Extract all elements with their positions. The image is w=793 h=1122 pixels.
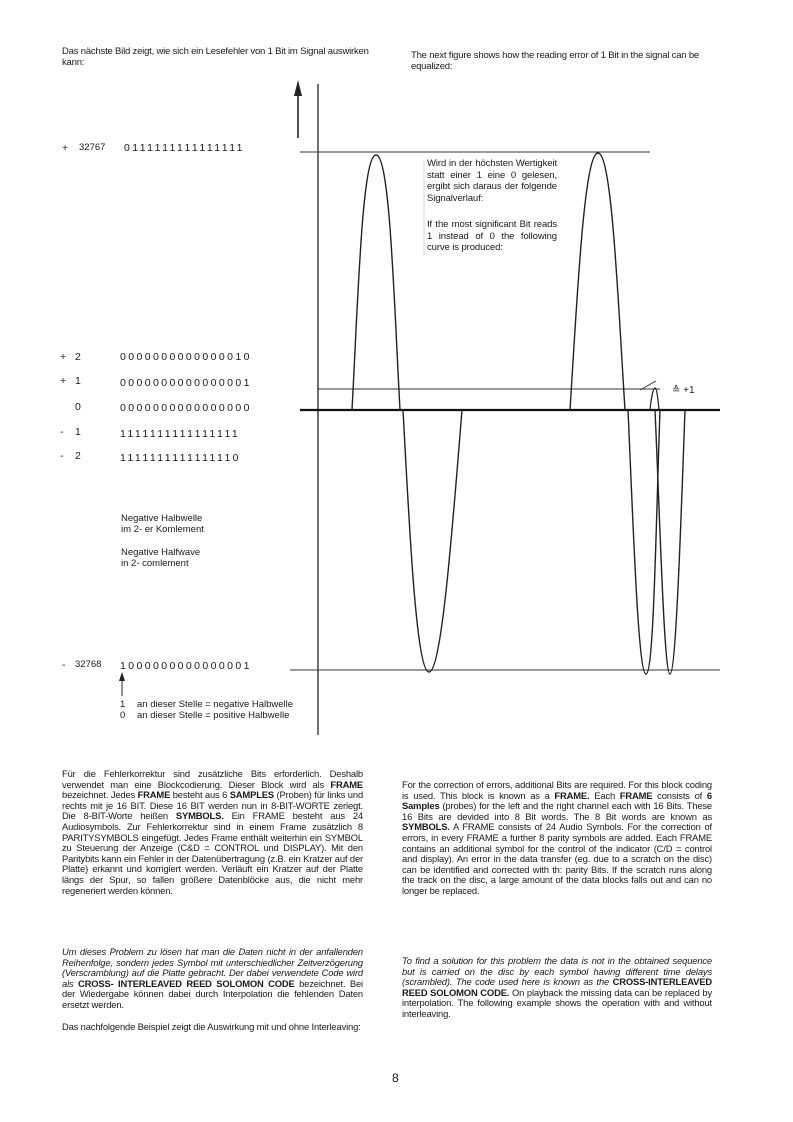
level-value: 32768 bbox=[75, 659, 102, 670]
plus-one-label: ≙ +1 bbox=[672, 385, 695, 396]
legend-text-1: an dieser Stelle = negative Halbwelle bbox=[137, 699, 294, 710]
level-bits: 1000000000000001 bbox=[120, 660, 252, 672]
level-value: 32767 bbox=[79, 142, 106, 153]
german-paragraph-3: Das nachfolgende Beispiel zeigt die Auswirkung mit und ohne Interleaving: bbox=[62, 1021, 361, 1032]
intro-english: The next figure shows how the reading error of 1 Bit in the signal can be equalized: bbox=[411, 50, 699, 72]
negative-halfwave-2 bbox=[628, 410, 660, 674]
negative-halfwave-3 bbox=[655, 410, 685, 674]
msb-arrow-head bbox=[119, 672, 125, 681]
legend-digit-0: 0 bbox=[120, 710, 126, 721]
english-paragraph-1: For the correction of errors, additional Bits are required. For this block coding is used. This block is known as a FRAME. Each FRAME consists of 6 Samples (probes) for the left and the right channel each with 16 Bits. These 16 Bits are devided into 8 Bit words. The 8 Bit words are known as SYMBOLS. A FRAME consists of 24 Audio Symbols. For the correction of errors, in every FRAME a further 8 parity symbols are added. Each FRAME contains an additional symbol for the control of the indicator (C/D = control and display). An error in the data transfer (eg. due to a scratch on the disc) can be identified and corrected with th: parity Bits. If the scratch runs along the track on the disc, a large amount of the data blocks falls out and can no longer be replaced. bbox=[402, 779, 712, 896]
negative-halfwave-1 bbox=[403, 410, 462, 672]
level-value: 1 bbox=[75, 375, 81, 387]
error-spike bbox=[650, 388, 659, 410]
level-sign: + bbox=[62, 142, 69, 154]
german-paragraph-2: Um dieses Problem zu lösen hat man die Daten nicht in der anfallenden Reihenfolge, sondern jedes Symbol mit unterschiedlicher Zeitverzögerung (Verscramblung) auf die Platte gebracht. Der dabei verwendete Code wird als CROSS- INTERLEAVED REED SOLOMON CODE bezeichnet. Bei der Wiedergabe können dabei durch Interpolation die fehlenden Daten ersetzt werden. bbox=[62, 946, 363, 1010]
english-paragraph-2: To find a solution for this problem the data is not in the obtained sequence but is carried on the disc by each symbol having different time delays (scrambled). The code used here is known as the CROSS-INTERLEAVED REED SOLOMON CODE. On playback the missing data can be replaced by interpolation. The following example shows the operation with and without interleaving. bbox=[402, 955, 712, 1019]
neg-halfwave-en-1: Negative Halfwave bbox=[121, 547, 201, 558]
page-number: 8 bbox=[392, 1071, 399, 1085]
level-sign: - bbox=[60, 450, 64, 462]
level-bits: 1111111111111111 bbox=[120, 428, 241, 440]
positive-halfwave-1 bbox=[352, 155, 400, 410]
y-axis-arrow-head bbox=[294, 80, 302, 96]
positive-halfwave-2 bbox=[570, 153, 625, 410]
level-value: 2 bbox=[75, 351, 81, 363]
intro-german: Das nächste Bild zeigt, wie sich ein Lesefehler von 1 Bit im Signal auswirken kann: bbox=[62, 46, 369, 68]
level-sign: - bbox=[60, 426, 64, 438]
neg-halfwave-de-1: Negative Halbwelle bbox=[121, 513, 203, 524]
level-bits: 0000000000000000 bbox=[120, 402, 252, 414]
legend-digit-1: 1 bbox=[120, 699, 126, 710]
figure-note-english: If the most significant Bit reads 1 instead of 0 the following curve is produced: bbox=[427, 219, 557, 253]
level-sign: + bbox=[60, 351, 67, 363]
level-sign: + bbox=[60, 375, 67, 387]
level-value: 0 bbox=[75, 401, 81, 413]
level-value: 1 bbox=[75, 426, 81, 438]
level-bits: 0111111111111111 bbox=[124, 142, 245, 154]
neg-halfwave-de-2: im 2- er Komlement bbox=[121, 524, 204, 535]
neg-halfwave-en-2: in 2- comlement bbox=[121, 558, 189, 569]
level-bits: 0000000000000001 bbox=[120, 377, 252, 389]
level-bits: 0000000000000010 bbox=[120, 351, 252, 363]
level-sign: - bbox=[62, 659, 66, 671]
legend-text-0: an dieser Stelle = positive Halbwelle bbox=[137, 710, 290, 721]
german-paragraph-1: Für die Fehlerkorrektur sind zusätzliche Bits erforderlich. Deshalb verwendet man eine Blockcodierung. Dieser Block wird als FRAME bezeichnet. Jedes FRAME besteht aus 6 SAMPLES (Proben) für links und rechts mit je 16 BIT. Diese 16 BIT werden nun in 8-BIT-WORTE zerlegt. Die 8-BIT-Worte heißen SYMBOLS. Ein FRAME besteht aus 24 Audiosymbols. Zur Fehlerkorrektur sind in einem Frame zusätzlich 8 PARITYSYMBOLS eingefügt. Jedes Frame enthält weiterhin ein SYMBOL zu Steuerung der Anzeige (C&D = CONTROL und DISPLAY). Mit den Paritybits kann ein Fehler in der Datenübertragung (z.B. ein Kratzer auf der Platte) erkannt und korrigiert werden. Verläuft ein Kratzer auf der Platte längs der Spur, so fallen größere Datenblöcke aus, die nicht mehr regeneriert werden können. bbox=[62, 768, 364, 896]
level-value: 2 bbox=[75, 450, 81, 462]
level-bits: 1111111111111110 bbox=[120, 452, 241, 464]
figure-note-german: Wird in der höchsten Wertigkeit statt einer 1 eine 0 gelesen, ergibt sich daraus der folgende Signalverlauf: bbox=[427, 158, 557, 204]
